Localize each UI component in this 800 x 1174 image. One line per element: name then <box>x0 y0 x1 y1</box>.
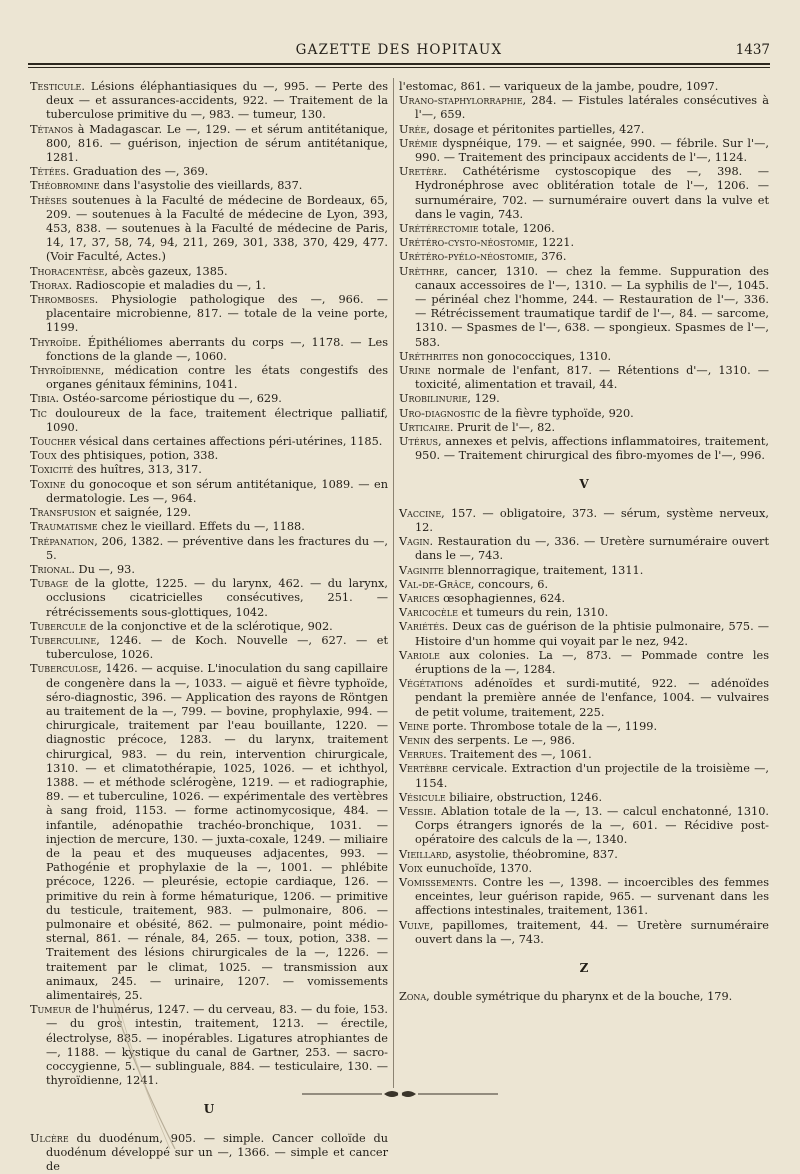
index-entry <box>399 620 769 648</box>
entry-text: douloureux de la face, traitement électrique palliatif, 1090. <box>46 406 388 434</box>
entry-text: Cathétérisme cystoscopique des —, 398. — Hydronéphrose avec oblitération totale de l'—, 1206. — surnuméraire, 702. — surnuméraire ouvert dans la vulve et dans le vagin, 743. <box>415 165 769 221</box>
entry-term: Vomissements. <box>399 875 478 889</box>
index-entry <box>399 677 769 720</box>
entry-term: Vésicule <box>399 790 446 804</box>
entry-term: Toxine <box>30 477 66 491</box>
left-column <box>30 80 388 1174</box>
entry-text: vésical dans certaines affections péri-utérines, 1185. <box>75 435 383 449</box>
entry-term: Urticaire. <box>399 420 454 434</box>
index-entry <box>399 762 769 790</box>
index-entry <box>30 336 388 364</box>
entry-term: Vessie. <box>399 804 437 818</box>
entry-text: Restauration du —, 336. — Uretère surnuméraire ouvert dans le —, 743. <box>415 535 769 563</box>
index-entry <box>399 94 769 122</box>
column-divider <box>393 78 394 1088</box>
index-entry <box>399 606 769 620</box>
index-entry <box>30 634 388 662</box>
entry-text: 1246. — de Koch. Nouvelle —, 627. — et tuberculose, 1026. <box>46 633 388 662</box>
entry-text: normale de l'enfant, 817. — Rétentions d'—, 1310. — toxicité, alimentation et travail, 44. <box>415 364 769 392</box>
index-entry <box>30 179 388 193</box>
entry-term: Toxicité <box>30 463 74 477</box>
entry-term: Vaccine, <box>399 506 445 520</box>
entry-text: de l'humérus, 1247. — du cerveau, 83. — du foie, 153. — du gros intestin, traitement, 1213. — érectile, électrolyse, 885. — inopérables. Ligatures atrophiantes de —, 1188. — kystique du canal de Gartner, 253. — sacro-coccygienne, 5. — sublinguale, 884. — testiculaire, 130. — thyroïdienne, 1241. <box>46 1003 388 1088</box>
index-entry <box>399 137 769 165</box>
index-entry <box>399 222 769 236</box>
index-entry <box>399 392 769 406</box>
entry-term: Testicule. <box>30 80 85 93</box>
entry-text: et tumeurs du rein, 1310. <box>457 606 609 620</box>
entry-text: Deux cas de guérison de la phtisie pulmonaire, 575. — Histoire d'un homme qui voyait par le nez, 942. <box>415 620 769 648</box>
section-letter: U <box>203 1102 215 1117</box>
section-letter: Z <box>579 960 589 975</box>
index-entry <box>399 236 769 250</box>
entry-text: et saignée, 129. <box>96 506 192 520</box>
entry-term: Thyroïde. <box>30 335 82 349</box>
index-entry <box>30 478 388 506</box>
page-number: 1437 <box>735 42 770 58</box>
entry-text: Épithéliomes aberrants du corps —, 1178. — Les fonctions de la glande —, 1060. <box>46 335 388 363</box>
entry-text: 1426. — acquise. L'inoculation du sang capillaire de congenère dans la —, 1033. — aiguë et fièvre typhoïde, séro-diagnostic, 396. — Application des rayons de Röntgen au traitement de la —, 799. — bovine, prophylaxie, 994. — chirurgicale, traitement par l'eau bouillante, 1220. — diagnostic précoce, 1283. — du larynx, traitement chirurgical, 983. — du rein, intervention chirurgicale, 1310. — et climatothérapie, 1025, 1026. — et ichthyol, 1388. — et méthode sclérogène, 1219. — et radiographie, 89. — et tuberculine, 1026. — expérimentale des vertèbres à sang froid, 1153. — forme actinomycosique, 484. — infantile, adénopathie trachéo-bronchique, 1031. — injection de mercure, 130. — juxta-coxale, 1249. — miliaire de la peau et des muqueuses adjacentes, 993. — Pathogénie et prophylaxie de la —, 1001. — phlébite précoce, 1226. — pleurésie, ectopie cardiaque, 126. — primitive du rein à forme hématurique, 1206. — primitive du testicule, traitement, 983. — pulmonaire, 806. — pulmonaire et obésité, 862. — pulmonaire, point médio-sternal, 861. — rénale, 84, 265. — toux, potion, 338. — Traitement des lésions chirurgicales de la —, 1226. — traitement par le climat, 1025. — transmission aux animaux, 245. — urinaire, 1207. — vomissements alimentaires, 25. <box>46 662 388 1002</box>
entry-text: à Madagascar. Le —, 129. — et sérum antitétanique, 800, 816. — guérison, injection de sérum antitétanique, 1281. <box>46 122 388 165</box>
section-letter: V <box>579 477 589 492</box>
entry-term: Variole <box>399 648 440 662</box>
index-entry <box>399 165 769 222</box>
entry-text: Lésions éléphantiasiques du —, 995. — Perte des deux — et assurances-accidents, 922. — Traitement de la tuberculose primitive du —, 983. — tumeur, 130. <box>46 80 388 122</box>
entry-term: Transfusion <box>30 506 97 520</box>
entry-term: Verrues. <box>399 748 447 762</box>
entry-term: Thorax. <box>30 278 73 292</box>
entry-text: dyspnéique, 179. — et saignée, 990. — fébrile. Sur l'—, 990. — Traitement des principaux accidents de l'—, 1124. <box>415 136 769 165</box>
index-entry <box>399 990 769 1004</box>
entry-text: 1221. <box>538 236 575 250</box>
index-entry <box>30 80 388 123</box>
entry-term: Tibia. <box>30 392 60 406</box>
index-entry <box>30 520 388 534</box>
entry-term: Urétéro-pyélo-néostomie, <box>399 250 538 264</box>
entry-text: concours, 6. <box>474 577 549 591</box>
entry-term: Vieillard, <box>399 847 452 861</box>
index-entry <box>30 449 388 463</box>
index-entry <box>30 265 388 279</box>
entry-text: double symétrique du pharynx et de la bouche, 179. <box>429 990 733 1004</box>
entry-term: Urobilinurie, <box>399 392 471 406</box>
index-entry <box>399 876 769 919</box>
entry-term: Trional. <box>30 562 75 576</box>
index-entry <box>399 265 769 350</box>
index-entry <box>30 407 388 435</box>
entry-text: aux colonies. La —, 873. — Pommade contre les éruptions de la —, 1284. <box>415 648 769 676</box>
entry-text: de la conjonctive et de la sclérotique, 902. <box>86 619 333 633</box>
entry-term: Uro-diagnostic <box>399 406 481 420</box>
index-entry <box>399 578 769 592</box>
entry-term: Vulve, <box>399 918 434 932</box>
entry-text: Contre les —, 1398. — incoercibles des femmes enceintes, leur guérison rapide, 965. — survenant dans les affections intestinales, traitement, 1361. <box>415 875 769 918</box>
index-entry <box>399 919 769 947</box>
entry-term: Urine <box>399 364 431 378</box>
entry-term: Trépanation, <box>30 534 98 548</box>
end-ornament <box>300 1087 500 1101</box>
entry-text: cervicale. Extraction d'un projectile de la troisième —, 1154. <box>415 762 769 790</box>
entry-text: 284. — Fistules latérales consécutives à l'—, 659. <box>415 94 769 122</box>
index-entry <box>30 293 388 336</box>
entry-term: Urémie <box>399 136 438 150</box>
entry-term: Venin <box>399 733 431 747</box>
entry-term: Tuberculine, <box>30 633 100 647</box>
right-column <box>399 80 769 1004</box>
entry-text: des serpents. Le —, 986. <box>430 733 576 747</box>
index-entry <box>30 194 388 265</box>
index-entry <box>30 563 388 577</box>
index-entry <box>399 80 769 94</box>
entry-term: Veine <box>399 719 429 733</box>
index-entry <box>399 250 769 264</box>
entry-term: Théobromine <box>30 179 100 193</box>
entry-term: Thèses <box>30 193 68 207</box>
index-entry <box>399 848 769 862</box>
index-entry <box>399 350 769 364</box>
entry-text: dosage et péritonites partielles, 427. <box>429 122 645 136</box>
entry-text: médication contre les états congestifs des organes génitaux féminins, 1041. <box>46 364 388 392</box>
entry-text: soutenues à la Faculté de médecine de Bordeaux, 65, 209. — soutenues à la Faculté de médecine de Lyon, 393, 453, 838. — soutenues à la Faculté de médecine de Paris, 14, 17, 37, 58, 74, 94, 211, 269, 301, 338, 370, 429, 477. (Voir Faculté, Actes.) <box>46 193 388 264</box>
entry-term: Toux <box>30 449 57 463</box>
index-entry <box>30 620 388 634</box>
index-entry <box>30 535 388 563</box>
index-entry <box>30 1132 388 1174</box>
entry-text: 376. <box>537 250 567 264</box>
entry-term: Tic <box>30 406 47 420</box>
entry-term: Traumatisme <box>30 520 98 534</box>
index-entry <box>399 535 769 563</box>
entry-term: Varicocèle <box>399 606 458 620</box>
entry-text: Traitement des —, 1061. <box>446 748 592 762</box>
entry-term: Uréthrites <box>399 349 459 363</box>
entry-text: Physiologie pathologique des —, 966. — placentaire microbienne, 817. — totale de la veine porte, 1199. <box>46 293 388 335</box>
index-entry <box>399 649 769 677</box>
index-entry <box>399 364 769 392</box>
entry-term: Urèthre, <box>399 264 449 278</box>
index-entry <box>30 392 388 406</box>
entry-term: Urétérectomie <box>399 222 479 236</box>
entry-term: Uretère. <box>399 165 448 179</box>
entry-term: Utérus, <box>399 435 442 449</box>
entry-term: Varices <box>399 591 440 605</box>
entry-text: dans l'asystolie des vieillards, 837. <box>99 179 303 193</box>
journal-title: GAZETTE DES HOPITAUX <box>295 42 503 58</box>
index-entry <box>30 463 388 477</box>
entry-term: Ulcère <box>30 1131 69 1145</box>
entry-text: porte. Thrombose totale de la —, 1199. <box>429 719 658 733</box>
index-entry <box>399 748 769 762</box>
entry-text: asystolie, théobromine, 837. <box>451 847 618 861</box>
page-header <box>28 40 770 64</box>
entry-term: Tumeur <box>30 1003 72 1017</box>
entry-term: Thoracentèse, <box>30 264 108 278</box>
index-entry <box>399 123 769 137</box>
entry-text: blennorragique, traitement, 1311. <box>443 563 644 577</box>
index-entry <box>399 592 769 606</box>
index-entry <box>30 577 388 620</box>
entry-text: Radioscopie et maladies du —, 1. <box>72 278 266 292</box>
entry-term: Urée, <box>399 122 430 136</box>
entry-text: eunuchoïde, 1370. <box>422 861 533 875</box>
index-entry <box>399 421 769 435</box>
entry-term: Toucher <box>30 435 76 449</box>
index-entry <box>30 165 388 179</box>
entry-text: du gonocoque et son sérum antitétanique, 1089. — en dermatologie. Les —, 964. <box>46 477 388 505</box>
entry-text: papillomes, traitement, 44. — Uretère surnuméraire ouvert dans la —, 743. <box>415 918 769 946</box>
entry-term: Tuberculose, <box>30 662 102 676</box>
entry-term: Vertèbre <box>399 762 448 776</box>
index-entry <box>399 435 769 463</box>
entry-term: Val-de-Grâce, <box>399 577 475 591</box>
entry-text: chez le vieillard. Effets du —, 1188. <box>97 520 305 534</box>
entry-text: Prurit de l'—, 82. <box>453 420 556 434</box>
entry-text: de la fièvre typhoïde, 920. <box>480 406 634 420</box>
index-entry <box>30 123 388 166</box>
entry-text: Graduation des —, 369. <box>69 165 209 179</box>
index-entry <box>30 435 388 449</box>
entry-term: Tétées. <box>30 165 70 179</box>
entry-text: du duodénum, 905. — simple. Cancer colloïde du duodénum développé sur un —, 1366. — simple et cancer de <box>46 1131 388 1174</box>
entry-text: non gonococciques, 1310. <box>458 349 612 363</box>
entry-text: abcès gazeux, 1385. <box>107 264 228 278</box>
entry-text: des huîtres, 313, 317. <box>73 463 202 477</box>
entry-text: annexes et pelvis, affections inflammatoires, traitement, 950. — Traitement chirurgical des fibro-myomes de l'—, 996. <box>415 435 769 463</box>
entry-term: Vagin. <box>399 535 434 549</box>
entry-text: l'estomac, 861. — variqueux de la jambe, poudre, 1097. <box>399 80 719 93</box>
entry-term: Urétéro-cysto-néostomie, <box>399 236 539 250</box>
entry-text: 206, 1382. — préventive dans les fractures du —, 5. <box>46 534 388 562</box>
entry-term: Tubercule <box>30 619 87 633</box>
entry-term: Végétations <box>399 677 464 691</box>
entry-text: Ostéo-sarcome périostique du —, 629. <box>59 392 282 406</box>
header-rule-thick <box>28 63 770 65</box>
entry-term: Variétés. <box>399 620 449 634</box>
entry-text: biliaire, obstruction, 1246. <box>445 790 603 804</box>
entry-term: Thromboses. <box>30 293 99 307</box>
index-entry <box>30 279 388 293</box>
entry-text: des phtisiques, potion, 338. <box>56 449 219 463</box>
entry-term: Vaginite <box>399 563 444 577</box>
entry-text: 129. <box>470 392 500 406</box>
index-entry <box>30 1003 388 1088</box>
index-entry <box>399 862 769 876</box>
index-entry <box>399 564 769 578</box>
entry-term: Tétanos <box>30 122 74 136</box>
entry-text: adénoïdes et surdi-mutité, 922. — adénoïdes pendant la première année de l'enfance, 1004. — vulvaires de petit volume, traitement, 225. <box>415 677 769 719</box>
entry-text: Du —, 93. <box>74 562 135 576</box>
entry-text: 157. — obligatoire, 373. — sérum, système nerveux, 12. <box>415 506 769 534</box>
header-rule-thin <box>28 67 770 68</box>
index-entry <box>30 506 388 520</box>
index-entry <box>399 805 769 848</box>
entry-text: de la glotte, 1225. — du larynx, 462. — du larynx, occlusions cicatricielles consécutives, 251. — rétrécissements sous-glottiques, 1042. <box>46 577 388 619</box>
entry-text: œsophagiennes, 624. <box>439 591 566 605</box>
index-entry <box>399 720 769 734</box>
entry-term: Thyroïdienne, <box>30 364 105 378</box>
entry-term: Tubage <box>30 577 69 591</box>
index-entry <box>399 791 769 805</box>
index-entry <box>399 734 769 748</box>
index-entry <box>399 407 769 421</box>
entry-term: Zona, <box>399 990 430 1004</box>
entry-text: totale, 1206. <box>478 222 555 236</box>
entry-text: cancer, 1310. — chez la femme. Suppuration des canaux accessoires de l'—, 1310. — La syphilis de l'—, 1045. — périnéal chez l'homme, 244. — Restauration de l'—, 336. — Rétrécissement traumatique tardif de l'—, 84. — sarcome, 1310. — Spasmes de l'—, 638. — spongieux. Spasmes de l'—, 583. <box>415 264 769 349</box>
entry-text: Ablation totale de la —, 13. — calcul enchatonné, 1310. Corps étrangers ignorés de la —, 601. — Récidive post-opératoire des calculs de la —, 1340. <box>415 804 769 847</box>
index-entry <box>30 364 388 392</box>
entry-term: Urano-staphylorraphie, <box>399 94 527 108</box>
index-entry <box>399 507 769 535</box>
entry-term: Voix <box>399 861 423 875</box>
index-entry <box>30 662 388 1003</box>
